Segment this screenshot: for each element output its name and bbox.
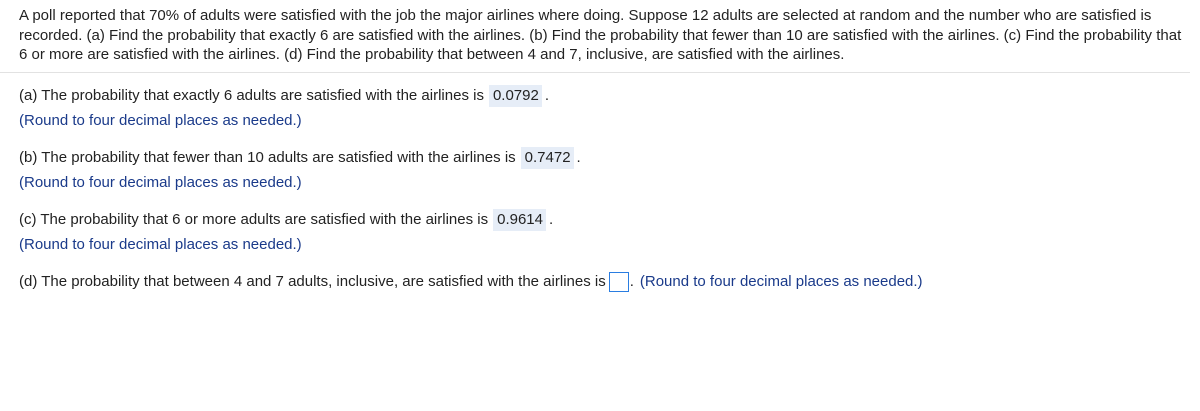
part-b-hint: (Round to four decimal places as needed.) xyxy=(19,174,302,191)
part-a-prompt: (a) The probability that exactly 6 adults are satisfied with the airlines is xyxy=(19,87,484,104)
part-b xyxy=(19,147,581,193)
part-a-line xyxy=(19,85,549,107)
part-d-period: . xyxy=(629,273,634,290)
part-c-answer[interactable]: 0.9614 xyxy=(493,209,546,231)
part-c xyxy=(19,209,553,255)
part-c-prompt: (c) The probability that 6 or more adults are satisfied with the airlines is xyxy=(19,211,489,228)
part-c-period: . xyxy=(549,211,554,228)
part-a-hint: (Round to four decimal places as needed.) xyxy=(19,112,302,129)
part-a-period: . xyxy=(544,87,550,104)
part-c-hint: (Round to four decimal places as needed.) xyxy=(19,236,302,253)
part-a-answer[interactable]: 0.0792 xyxy=(489,85,542,107)
part-c-line xyxy=(19,209,553,231)
part-a xyxy=(19,85,549,131)
question-text: A poll reported that 70% of adults were satisfied with the job the major airlines where doing. Suppose 12 adults are selected at random and the number who are satisfied is recorded. (a) Find the probability that exactly 6 are satisfied with the airlines. (b) Find the probability that fewer than 10 are satisfied with the airlines. (c) Find the probability that 6 or more are satisfied with the airlines. (d) Find the probability that between 4 and 7, inclusive, are satisfied with the airlines. xyxy=(19,7,1182,63)
divider xyxy=(0,72,1190,73)
part-b-period: . xyxy=(576,149,581,166)
part-d-hint: (Round to four decimal places as needed.) xyxy=(639,273,923,290)
part-d xyxy=(19,272,923,292)
part-b-answer[interactable]: 0.7472 xyxy=(521,147,574,169)
part-d-prompt: (d) The probability that between 4 and 7 adults, inclusive, are satisfied with the airlines is xyxy=(19,273,606,290)
part-b-line xyxy=(19,147,581,169)
part-d-answer-input[interactable] xyxy=(609,272,629,292)
part-b-prompt: (b) The probability that fewer than 10 adults are satisfied with the airlines is xyxy=(19,149,516,166)
